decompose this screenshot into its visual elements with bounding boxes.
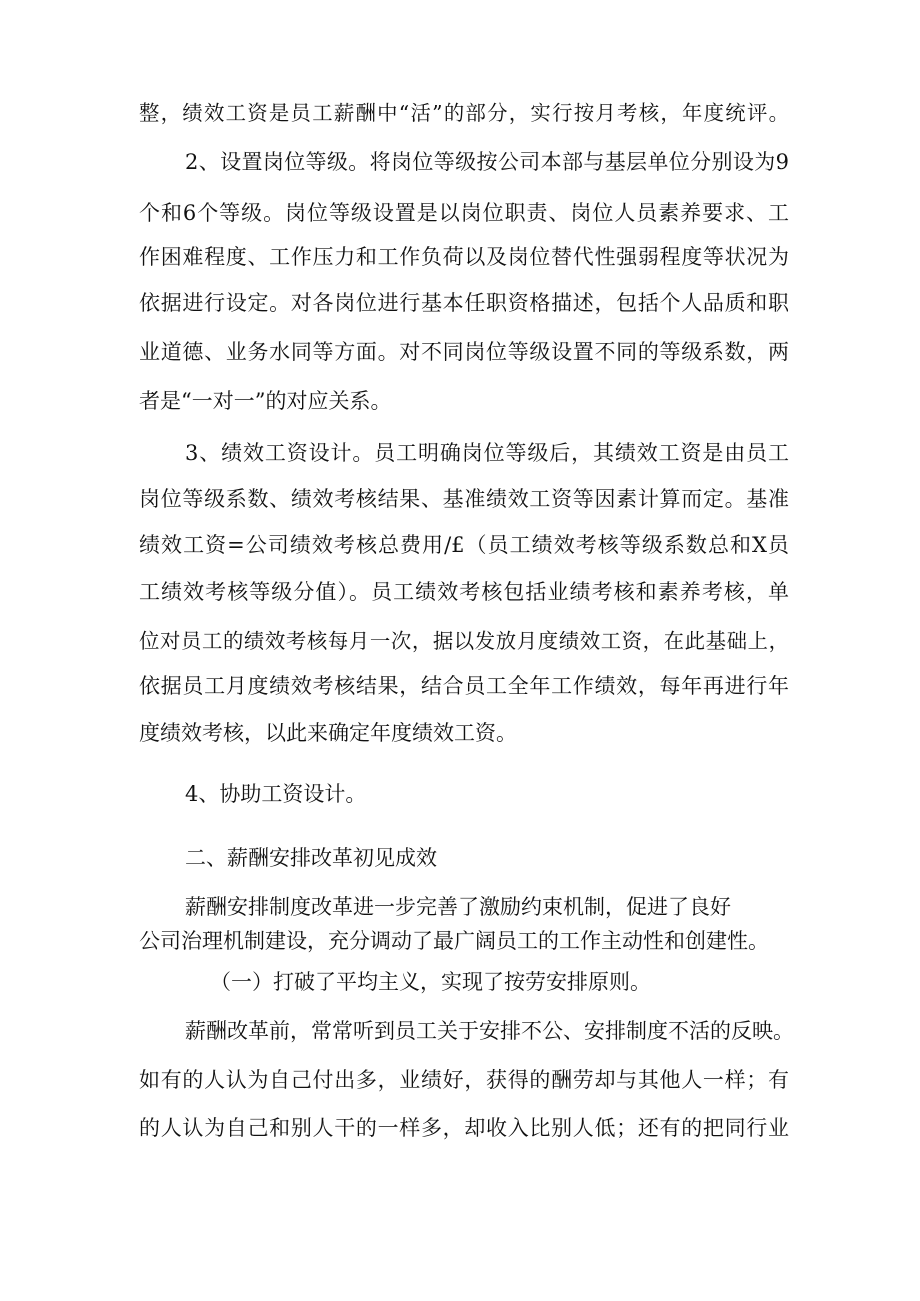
paragraph-line: 个和6个等级。岗位等级设置是以岗位职责、岗位人员素养要求、工 <box>139 201 789 225</box>
paragraph-line: 如有的人认为自己付出多，业绩好，获得的酬劳却与其他人一样；有 <box>139 1068 789 1092</box>
paragraph-line: 作困难程度、工作压力和工作负荷以及岗位替代性强弱程度等状况为 <box>139 245 789 269</box>
paragraph-line: 业道德、业务水同等方面。对不同岗位等级设置不同的等级系数，两 <box>139 340 789 364</box>
item-3-heading-line: 3、绩效工资设计。员工明确岗位等级后，其绩效工资是由员工 <box>185 441 789 465</box>
paragraph-line: 公司治理机制建设，充分调动了最广阔员工的工作主动性和创建性。 <box>139 929 769 953</box>
paragraph-line: 者是“一对一”的对应关系。 <box>139 389 392 413</box>
subsection-heading: （一）打破了平均主义，实现了按劳安排原则。 <box>210 970 651 994</box>
paragraph-line: 的人认为自己和别人干的一样多，却收入比别人低；还有的把同行业 <box>139 1116 789 1140</box>
paragraph-line: 依据进行设定。对各岗位进行基本任职资格描述，包括个人品质和职 <box>139 291 789 315</box>
section-heading: 二、薪酬安排改革初见成效 <box>185 846 437 870</box>
paragraph-line: 工绩效考核等级分值）。员工绩效考核包括业绩考核和素养考核，单 <box>139 580 789 604</box>
paragraph-line: 薪酬安排制度改革进一步完善了激励约束机制，促进了良好 <box>185 895 731 919</box>
paragraph-line: 岗位等级系数、绩效考核结果、基准绩效工资等因素计算而定。基准 <box>139 487 789 511</box>
item-4-heading-line: 4、协助工资设计。 <box>185 782 367 806</box>
paragraph-line: 度绩效考核，以此来确定年度绩效工资。 <box>139 721 517 745</box>
item-2-heading-line: 2、设置岗位等级。将岗位等级按公司本部与基层单位分别设为9 <box>185 150 789 174</box>
paragraph-line: 依据员工月度绩效考核结果，结合员工全年工作绩效，每年再进行年 <box>139 674 789 698</box>
paragraph-line: 位对员工的绩效考核每月一次，据以发放月度绩效工资，在此基础上， <box>139 629 789 653</box>
paragraph-line: 薪酬改革前，常常听到员工关于安排不公、安排制度不活的反映。 <box>185 1019 794 1043</box>
paragraph-line: 绩效工资=公司绩效考核总费用/£（员工绩效考核等级系数总和X员 <box>139 533 789 557</box>
paragraph-line-continuation: 整，绩效工资是员工薪酬中“活”的部分，实行按月考核，年度统评。 <box>139 101 789 125</box>
